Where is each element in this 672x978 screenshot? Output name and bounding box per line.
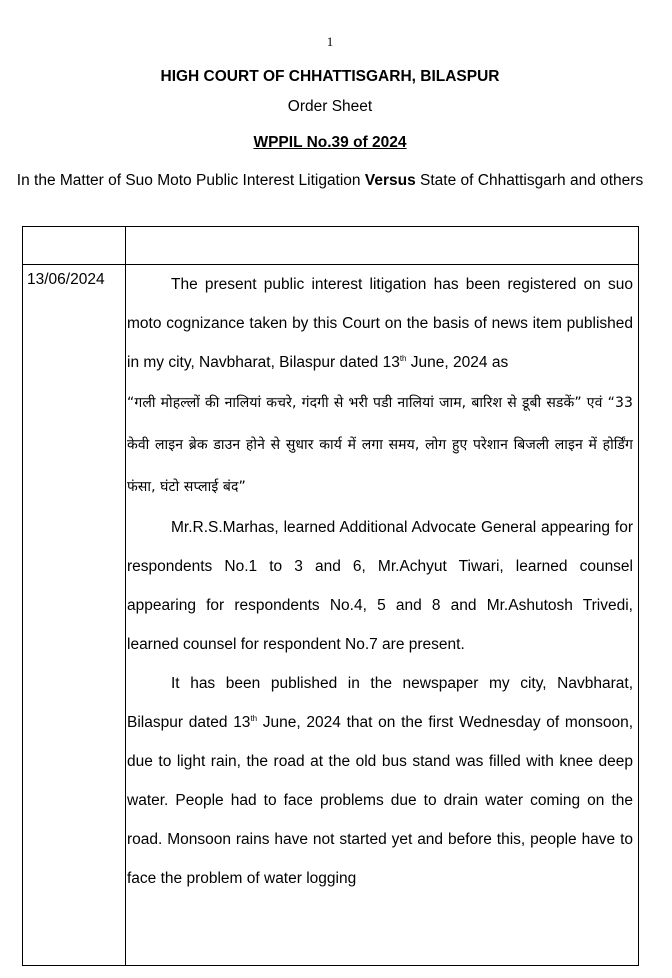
- paragraph-1-text-b: June, 2024 as: [406, 354, 509, 371]
- paragraph-1-superscript: th: [399, 353, 407, 363]
- case-number: WPPIL No.39 of 2024: [253, 134, 407, 151]
- order-sheet-heading: Order Sheet: [287, 98, 373, 115]
- matter-title: [4, 171, 656, 191]
- column-divider: [125, 227, 126, 965]
- paragraph-2: Mr.R.S.Marhas, learned Additional Advocate General appearing for respondents No.1 to 3 and 6, Mr.Achyut Tiwari, learned counsel appearing for respondents No.4, 5 and 8 and Mr.Ashutosh Trivedi, learned counsel for respondent No.7 are present.: [127, 519, 633, 653]
- paragraph-3-superscript: th: [250, 713, 258, 723]
- court-title: HIGH COURT OF CHHATTISGARH, BILASPUR: [160, 68, 500, 85]
- matter-versus: Versus: [364, 172, 416, 189]
- paragraph-1: [127, 265, 633, 382]
- paragraph-3-text-a: It has been published in the newspaper my city, Navbharat, Bilaspur dated 13: [127, 675, 633, 731]
- matter-suffix: State of Chhattisgarh and others: [415, 172, 644, 189]
- order-content: [127, 265, 633, 898]
- entry-date: 13/06/2024: [27, 271, 105, 288]
- paragraph-3: [127, 664, 633, 898]
- paragraph-1-hindi-headlines: “गली मोहल्लों की नालियां कचरे, गंदगी से भरी पडी नालियां जाम, बारिश से डूबी सडकें” एवं “33 केवी लाइन ब्रेक डाउन होने से सुधार कार्य में लगा समय, लोग हुए परेशान बिजली लाइन में होर्डिंग फंसा, घंटो सप्लाई बंद”: [127, 395, 633, 495]
- table-header-row: [23, 227, 638, 265]
- order-table: [22, 226, 639, 966]
- paragraph-1-text-a: The present public interest litigation has been registered on suo moto cognizance taken by this Court on the basis of news item published in my city, Navbharat, Bilaspur dated 13: [127, 276, 633, 371]
- page-number: 1: [326, 34, 334, 49]
- matter-prefix: In the Matter of Suo Moto Public Interest Litigation: [16, 172, 365, 189]
- paragraph-3-text-b: June, 2024 that on the first Wednesday of monsoon, due to light rain, the road at the old bus stand was filled with knee deep water. People had to face problems due to drain water coming on the road. Monsoon rains have not started yet and before this, people have to face the problem of water logging: [127, 714, 633, 887]
